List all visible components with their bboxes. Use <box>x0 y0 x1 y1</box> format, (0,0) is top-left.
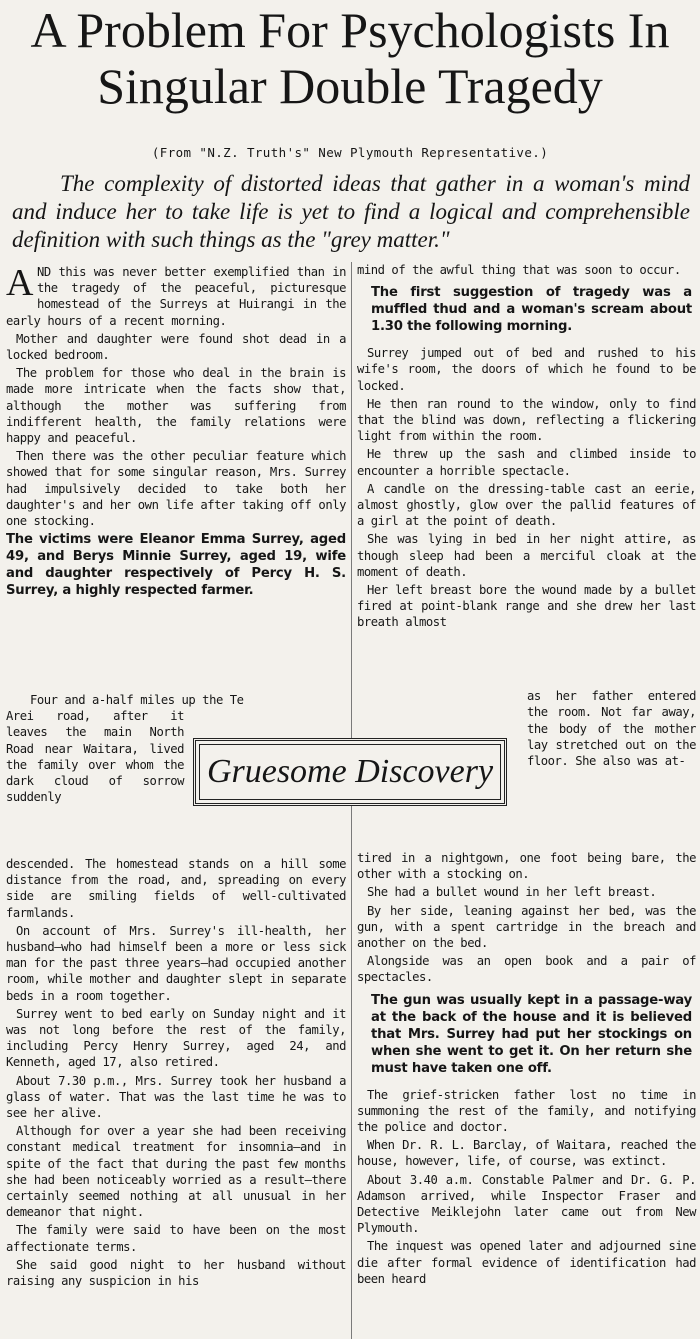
paragraph: Then there was the other peculiar feature which showed that for some singular reason, Mrs. Surrey had impulsively decided to take both her daughter's and her own life after taking off only one stocking. <box>6 449 346 529</box>
bold-callout: The gun was usually kept in a passage-way at the back of the house and it is believed that Mrs. Surrey had put her stockings on when she went to get it. On her return she must have taken one off. <box>371 992 692 1076</box>
paragraph: He threw up the sash and climbed inside to encounter a horrible spectacle. <box>357 447 696 478</box>
paragraph: The problem for those who deal in the brain is made more intricate when the facts show that, although the mother was suffering from indifferent health, the family relations were happy and peaceful. <box>6 366 346 446</box>
paragraph: She was lying in bed in her night attire, as though sleep had been a merciful cloak at the moment of death. <box>357 532 696 579</box>
paragraph: Mother and daughter were found shot dead in a locked bedroom. <box>6 331 346 363</box>
headline-line-2: Singular Double Tragedy <box>97 58 603 114</box>
subheading: Gruesome Discovery <box>206 753 494 790</box>
paragraph: When Dr. R. L. Barclay, of Waitara, reached the house, however, life, of course, was extinct. <box>357 1138 696 1169</box>
paragraph: mind of the awful thing that was soon to occur. <box>357 263 681 277</box>
paragraph: She had a bullet wound in her left breast. <box>367 885 657 900</box>
paragraph <box>6 264 346 329</box>
paragraph: Surrey jumped out of bed and rushed to his wife's room, the doors of which he found to be locked. <box>357 346 696 393</box>
bold-callout: The first suggestion of tragedy was a muffled thud and a woman's scream about 1.30 the following morning. <box>371 285 692 335</box>
column-left-top <box>6 264 346 601</box>
paragraph: The grief-stricken father lost no time in summoning the rest of the family, and notifying the police and doctor. <box>357 1087 696 1135</box>
paragraph: The inquest was opened later and adjourned sine die after formal evidence of identification had been heard <box>357 1239 696 1286</box>
paragraph: On account of Mrs. Surrey's ill-health, her husband—who had himself been a more or less sick man for the past three years—had occupied another room, while mother and daughter slept in separate beds in a room together. <box>6 923 346 1003</box>
headline <box>0 2 700 114</box>
paragraph: Four and a-half miles up the Te <box>30 693 244 707</box>
column-left-bottom <box>6 856 346 1291</box>
paragraph-narrow: as her father entered the room. Not far away, the body of the mother lay stretched out on the floor. She also was at- <box>527 689 696 768</box>
paragraph-narrow: Arei road, after it leaves the main North Road near Waitara, lived the family over whom the dark cloud of sorrow suddenly <box>6 709 184 805</box>
paragraph: Her left breast bore the wound made by a bullet fired at point-blank range and she drew her last breath almost <box>357 583 696 630</box>
bold-callout: The victims were Eleanor Emma Surrey, aged 49, and Berys Minnie Surrey, aged 19, wife and daughter respectively of Percy H. S. Surrey, a highly respected farmer. <box>6 532 346 599</box>
paragraph: By her side, leaning against her bed, was the gun, with a spent cartridge in the breach and another on the bed. <box>357 903 696 951</box>
column-right-bottom <box>357 850 696 1289</box>
paragraph: A candle on the dressing-table cast an eerie, almost ghostly, glow over the pallid features of a girl at the point of death. <box>357 481 696 529</box>
paragraph: tired in a nightgown, one foot being bare, the other with a stocking on. <box>357 851 696 882</box>
intro-deck: The complexity of distorted ideas that gather in a woman's mind and induce her to take life is yet to find a logical and comprehensible definition with such things as the "grey matter." <box>12 171 690 252</box>
paragraph: descended. The homestead stands on a hill some distance from the road, and, spreading on every side are smiling fields of well-cultivated farmlands. <box>6 857 346 920</box>
paragraph-text: ND this was never better exemplified than in the tragedy of the peaceful, picturesque homestead of the Surreys at Huirangi in the early hours of a recent morning. <box>6 265 346 328</box>
paragraph: About 3.40 a.m. Constable Palmer and Dr. G. P. Adamson arrived, while Inspector Fraser and Detective Meiklejohn later came out from New Plymouth. <box>357 1172 696 1236</box>
paragraph: Surrey went to bed early on Sunday night and it was not long before the rest of the family, including Percy Henry Surrey, aged 24, and Kenneth, aged 17, also retired. <box>6 1006 346 1070</box>
paragraph: He then ran round to the window, only to find that the blind was down, reflecting a flickering light from within the room. <box>357 396 696 444</box>
paragraph: She said good night to her husband without raising any suspicion in his <box>6 1257 346 1289</box>
column-right-top <box>357 262 696 633</box>
subheading-box <box>193 738 507 806</box>
paragraph: The family were said to have been on the most affectionate terms. <box>6 1223 346 1254</box>
paragraph: Although for over a year she had been receiving constant medical treatment for insomnia—and in spite of the fact that during the past few months she had been noticeably worried as a result—there certainly seemed nothing at all unusual in her demeanor that night. <box>6 1124 346 1220</box>
byline-credit: (From "N.Z. Truth's" New Plymouth Representative.) <box>151 145 549 160</box>
paragraph: About 7.30 p.m., Mrs. Surrey took her husband a glass of water. That was the last time he was to see her alive. <box>6 1073 346 1121</box>
headline-line-1: A Problem For Psychologists In <box>30 2 670 58</box>
drop-cap: A <box>6 262 33 304</box>
paragraph: Alongside was an open book and a pair of spectacles. <box>357 954 696 985</box>
